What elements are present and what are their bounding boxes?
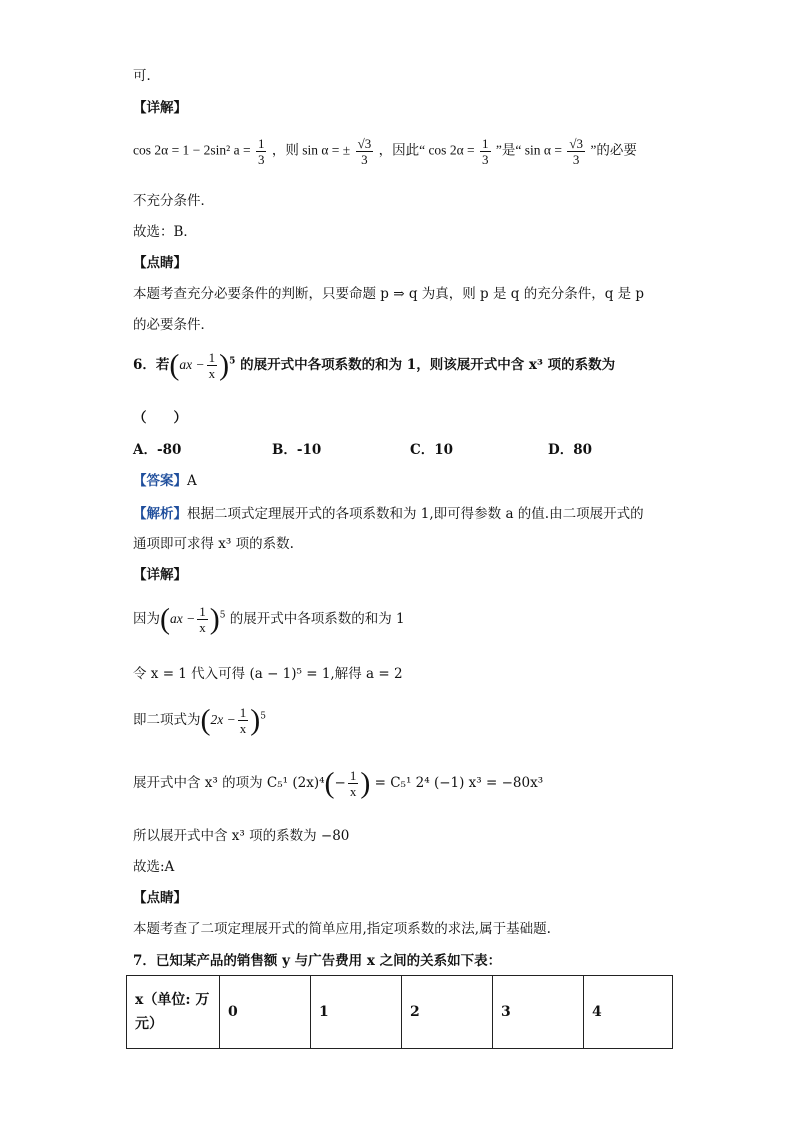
header-text: 元）	[135, 1016, 163, 1032]
option-d: D．80	[548, 442, 592, 458]
option-a: A．-80	[133, 442, 182, 458]
answer-tag: 【答案】	[133, 473, 187, 489]
fraction: $\frac{1}{x}$	[208, 350, 216, 381]
detail-equation-line	[133, 136, 637, 167]
fraction: $\frac{√3}{3}$	[569, 136, 583, 167]
question-7: 7．已知某产品的销售额 y 与广告费用 x 之间的关系如下表：	[133, 953, 502, 969]
text: 因为	[133, 611, 160, 627]
fraction: $\frac{1}{x}$	[239, 705, 247, 736]
section-heading-detail: 【详解】	[133, 100, 187, 116]
comment-text: 的必要条件．	[133, 317, 214, 333]
table-header-cell	[127, 976, 220, 1049]
analysis-line	[133, 504, 644, 524]
equation-text: ”的必要	[590, 142, 637, 158]
analysis-text: 根据二项式定理展开式的各项系数和为 1,即可得参数 a 的值.由二项展开式的	[187, 506, 644, 522]
option-b: B．-10	[272, 442, 322, 458]
section-heading-comment: 【点睛】	[133, 255, 187, 271]
detail-line: 即二项式为(2x − $\frac{1}{x}$ )$^5$	[133, 703, 266, 737]
text: 即二项式为	[133, 712, 201, 728]
text-line: 可．	[133, 68, 160, 84]
text: 的展开式中各项系数的和为 1	[229, 611, 405, 627]
text-line: 不充分条件．	[133, 193, 214, 209]
expression: ax −	[179, 357, 205, 372]
section-heading-comment: 【点睛】	[133, 890, 187, 906]
detail-line: 所以展开式中含 x³ 项的系数为 −80	[133, 828, 350, 844]
expression: ax −	[170, 611, 196, 626]
table-row	[127, 976, 673, 1049]
fraction: $\frac{1}{3}$	[482, 136, 489, 167]
fraction: $\frac{1}{x}$	[199, 604, 206, 635]
equation-text: ，因此“ cos 2α =	[378, 142, 475, 158]
equation-lhs: cos 2α = 1 − 2sin² a =	[133, 142, 251, 158]
answer-line	[133, 471, 197, 491]
detail-line: 令 x = 1 代入可得 (a − 1)⁵ = 1,解得 a = 2	[133, 666, 403, 682]
fraction: $\frac{1}{3}$	[257, 136, 265, 167]
table-cell: 4	[584, 976, 673, 1049]
header-text: x（单位: 万	[135, 992, 210, 1008]
choice-line: 故选:A	[133, 859, 175, 875]
table-cell: 0	[220, 976, 311, 1049]
choice-line: 故选：B．	[133, 224, 197, 240]
exponent: 5	[219, 610, 226, 621]
equation-text: ”是“ sin α =	[495, 142, 562, 158]
question-text: 的展开式中各项系数的和为 1，则该展开式中含 x³ 项的系数为	[240, 357, 616, 373]
answer-value: A	[187, 473, 197, 489]
comment-text: 本题考查充分必要条件的判断，只要命题 p ⇒ q 为真，则 p 是 q 的充分条件，q 是 p	[133, 286, 645, 302]
text: 展开式中含 x³ 的项为 C₅¹ (2x)⁴	[133, 775, 325, 791]
detail-line: 展开式中含 x³ 的项为 C₅¹ (2x)⁴(− $\frac{1}{x}$ ) = C₅¹ 2⁴ (−1) x³ = −80x³	[133, 766, 544, 800]
section-heading-detail: 【详解】	[133, 567, 187, 583]
detail-line: 因为(ax − $\frac{1}{x}$ )$^5$ 的展开式中各项系数的和为 1	[133, 602, 405, 636]
comment-text: 本题考查了二项定理展开式的简单应用,指定项系数的求法,属于基础题.	[133, 921, 551, 937]
text: = C₅¹ 2⁴ (−1) x³ = −80x³	[374, 775, 544, 791]
table-cell: 2	[402, 976, 493, 1049]
expression: 2x −	[210, 712, 236, 727]
answer-paren: （ ）	[133, 410, 187, 426]
analysis-tag: 【解析】	[133, 506, 187, 522]
exponent: 5	[260, 711, 266, 722]
data-table	[126, 975, 673, 1049]
table-cell: 3	[493, 976, 584, 1049]
fraction: $\frac{1}{x}$	[349, 768, 357, 799]
option-c: C．10	[410, 442, 454, 458]
analysis-text: 通项即可求得 x³ 项的系数.	[133, 536, 294, 552]
equation-text: ，则 sin α = ±	[271, 142, 351, 158]
question-number: 6．若	[133, 357, 170, 373]
question-6: 6．若(ax − $\frac{1}{x}$ )$^5$ 的展开式中各项系数的和为 1，则该展开式中含 x³ 项的系数为	[133, 348, 616, 382]
exponent: 5	[229, 356, 236, 367]
fraction: $\frac{√3}{3}$	[357, 136, 372, 167]
table-cell: 1	[311, 976, 402, 1049]
